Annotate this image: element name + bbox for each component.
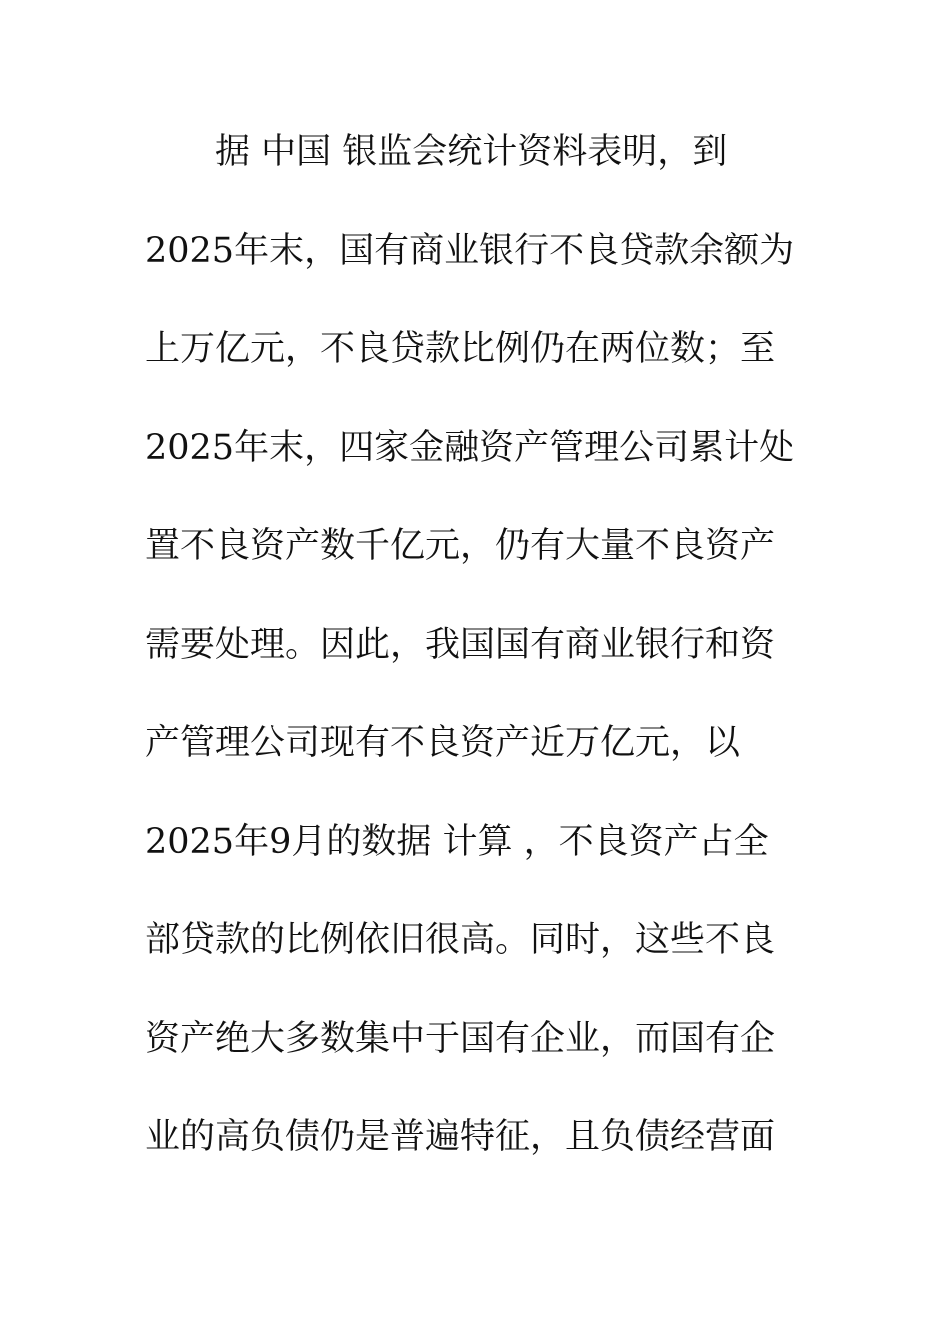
text-line: 资产绝大多数集中于国有企业，而国有企 bbox=[145, 1018, 776, 1059]
text-line: 业的高负债仍是普遍特征，且负债经营面 bbox=[145, 1117, 776, 1157]
text-line: 部贷款的比例依旧很高。同时，这些不良 bbox=[145, 920, 776, 960]
text-line: 上万亿元，不良贷款比例仍在两位数；至 bbox=[145, 329, 776, 369]
text-line: 2025年末，国有商业银行不良贷款余额为 bbox=[145, 230, 795, 271]
text-line: 2025年9月的数据 计算 ，不良资产占全 bbox=[145, 821, 769, 862]
text-line: 2025年末，四家金融资产管理公司累计处 bbox=[145, 427, 795, 468]
text-line: 产管理公司现有不良资产近万亿元，以 bbox=[145, 723, 741, 763]
text-line: 据 中国 银监会统计资料表明，到 bbox=[215, 132, 728, 172]
text-line: 需要处理。因此，我国国有商业银行和资 bbox=[145, 624, 776, 665]
body-paragraph bbox=[145, 120, 825, 1204]
text-line: 置不良资产数千亿元，仍有大量不良资产 bbox=[145, 526, 776, 566]
